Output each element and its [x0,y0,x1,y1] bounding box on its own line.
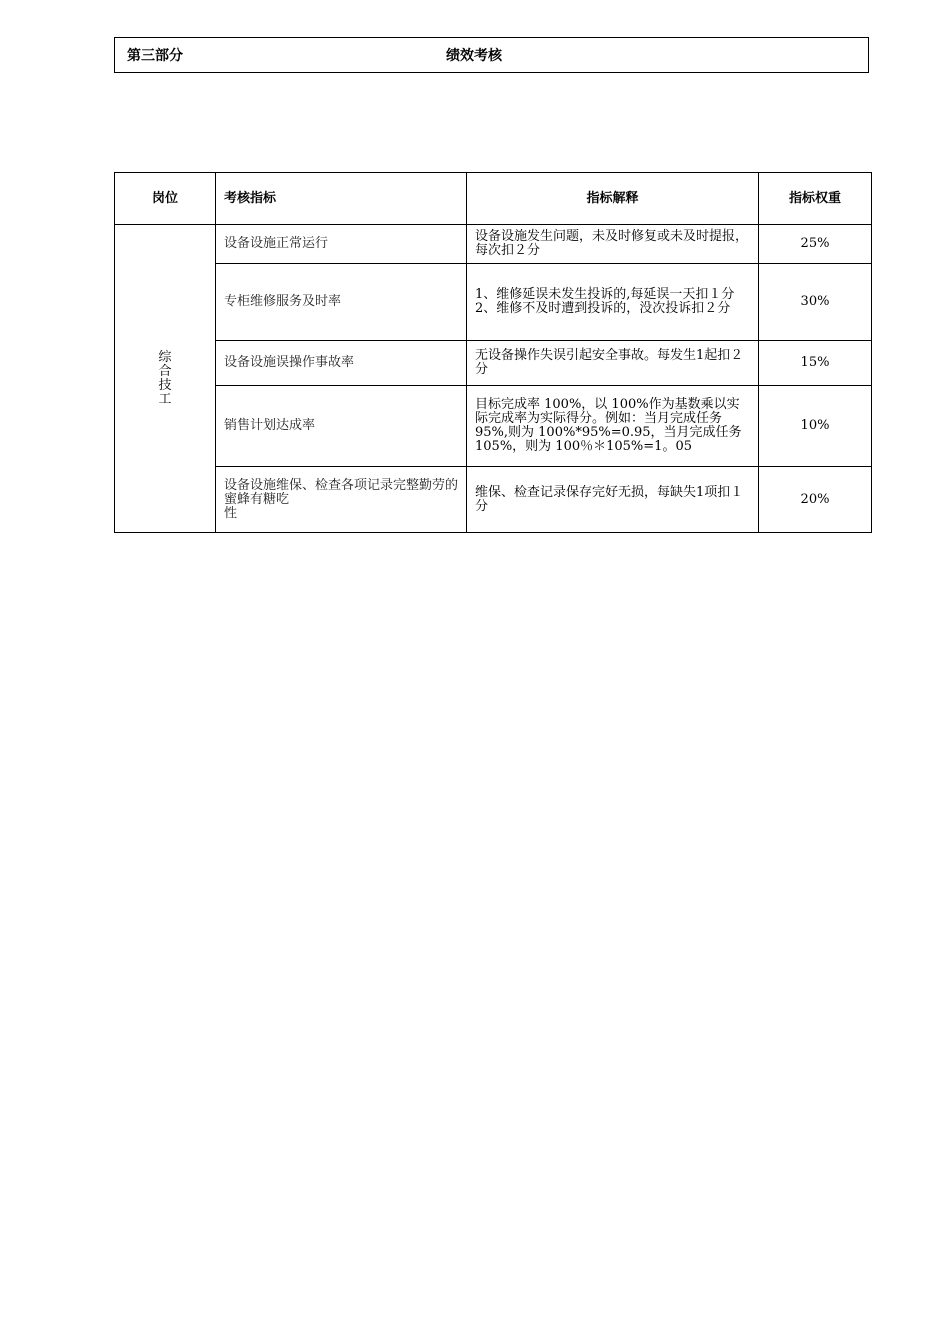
indicator-cell: 设备设施正常运行 [216,225,467,264]
section-title: 绩效考核 [446,48,502,64]
table-row [115,264,872,341]
explanation-cell: 设备设施发生问题，未及时修复或未及时提报，每次扣２分 [467,225,759,264]
header-indicator: 考核指标 [216,173,467,225]
table-row [115,467,872,533]
indicator-cell: 设备设施误操作事故率 [216,341,467,386]
indicator-cell: 销售计划达成率 [216,386,467,467]
section-part-label: 第三部分 [127,48,183,64]
weight-cell: 20% [759,467,872,533]
indicator-cell: 专柜维修服务及时率 [216,264,467,341]
header-weight: 指标权重 [759,173,872,225]
weight-cell: 30% [759,264,872,341]
kpi-table [114,172,872,533]
header-position: 岗位 [115,173,216,225]
indicator-cell: 设备设施维保、检查各项记录完整勤劳的蜜蜂有糖吃 性 [216,467,467,533]
weight-cell: 10% [759,386,872,467]
table-row [115,225,872,264]
position-cell [115,225,216,533]
section-header [114,37,869,73]
table-row [115,386,872,467]
position-label: 综合技工 [158,349,172,407]
table-header-row [115,173,872,225]
table-row [115,341,872,386]
weight-cell: 15% [759,341,872,386]
weight-cell: 25% [759,225,872,264]
explanation-cell: 目标完成率 100%，以 100%作为基数乘以实际完成率为实际得分。例如：当月完成任务 95%,则为 100%*95%=0.95，当月完成任务 105%，则为 100％＊105%=1。05 [467,386,759,467]
explanation-cell: 1、维修延误未发生投诉的,每延误一天扣１分 2、维修不及时遭到投诉的，没次投诉扣２分 [467,264,759,341]
explanation-cell: 无设备操作失误引起安全事故。每发生1起扣２分 [467,341,759,386]
explanation-cell: 维保、检查记录保存完好无损，每缺失1项扣１分 [467,467,759,533]
header-explanation: 指标解释 [467,173,759,225]
